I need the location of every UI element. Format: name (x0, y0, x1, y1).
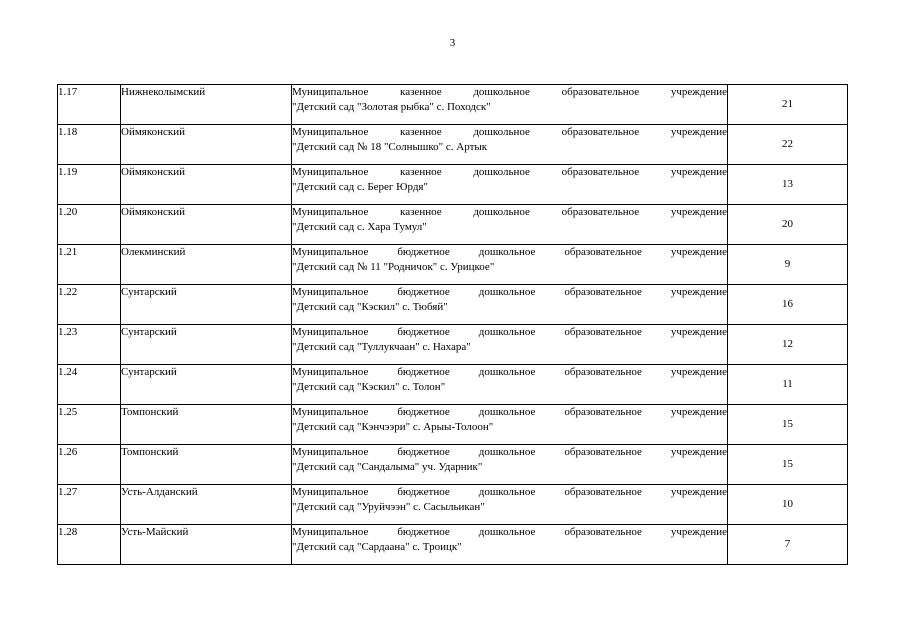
row-number-cell: 1.17 (58, 85, 121, 125)
institution-name-cell (292, 325, 728, 365)
institution-title: "Детский сад "Сандалыма" уч. Ударник" (292, 461, 483, 473)
institution-title: "Детский сад с. Берег Юрдя" (292, 181, 428, 193)
institution-name-cell (292, 85, 728, 125)
row-number-cell: 1.21 (58, 245, 121, 285)
district-cell: Оймяконский (121, 165, 292, 205)
institution-name-cell (292, 525, 728, 565)
table-row (58, 125, 848, 165)
institution-name-cell (292, 285, 728, 325)
district-cell: Усть-Майский (121, 525, 292, 565)
district-cell: Олекминский (121, 245, 292, 285)
institution-title: "Детский сад "Кэскил" с. Толон" (292, 381, 446, 393)
institution-type: Муниципальное бюджетное дошкольное образовательное учреждение (292, 286, 727, 298)
institution-name-cell (292, 125, 728, 165)
count-cell: 16 (728, 285, 848, 325)
institution-name-cell (292, 205, 728, 245)
row-number-cell: 1.24 (58, 365, 121, 405)
count-cell: 11 (728, 365, 848, 405)
institution-name-cell (292, 405, 728, 445)
institution-type: Муниципальное бюджетное дошкольное образовательное учреждение (292, 246, 727, 258)
row-number-cell: 1.19 (58, 165, 121, 205)
institution-name-cell (292, 485, 728, 525)
institution-title: "Детский сад "Сардаана" с. Троицк" (292, 541, 462, 553)
table-row (58, 365, 848, 405)
count-cell: 12 (728, 325, 848, 365)
table-row (58, 325, 848, 365)
district-cell: Сунтарский (121, 365, 292, 405)
page-number: 3 (449, 37, 456, 49)
institution-title: "Детский сад № 11 "Родничок" с. Урицкое" (292, 261, 495, 273)
table-row (58, 445, 848, 485)
institution-title: "Детский сад с. Хара Тумул" (292, 221, 427, 233)
institution-title: "Детский сад "Кэскил" с. Тюбяй" (292, 301, 448, 313)
district-cell: Сунтарский (121, 285, 292, 325)
district-cell: Оймяконский (121, 205, 292, 245)
table-row (58, 485, 848, 525)
table-row (58, 525, 848, 565)
row-number-cell: 1.18 (58, 125, 121, 165)
institution-name-cell (292, 245, 728, 285)
count-cell: 15 (728, 405, 848, 445)
district-cell: Оймяконский (121, 125, 292, 165)
institution-type: Муниципальное бюджетное дошкольное образовательное учреждение (292, 446, 727, 458)
institution-type: Муниципальное казенное дошкольное образовательное учреждение (292, 86, 727, 98)
institution-title: "Детский сад "Туллукчаан" с. Нахара" (292, 341, 471, 353)
count-cell: 21 (728, 85, 848, 125)
table-row (58, 245, 848, 285)
institution-name-cell (292, 445, 728, 485)
institution-name-cell (292, 165, 728, 205)
count-cell: 7 (728, 525, 848, 565)
row-number-cell: 1.23 (58, 325, 121, 365)
count-cell: 13 (728, 165, 848, 205)
count-cell: 22 (728, 125, 848, 165)
table-row (58, 165, 848, 205)
count-cell: 10 (728, 485, 848, 525)
institution-type: Муниципальное бюджетное дошкольное образовательное учреждение (292, 486, 727, 498)
table-row (58, 405, 848, 445)
district-cell: Сунтарский (121, 325, 292, 365)
institution-name-cell (292, 365, 728, 405)
institution-type: Муниципальное казенное дошкольное образовательное учреждение (292, 166, 727, 178)
institution-title: "Детский сад "Кэнчээри" с. Арыы-Толоон" (292, 421, 494, 433)
institution-type: Муниципальное бюджетное дошкольное образовательное учреждение (292, 326, 727, 338)
institution-type: Муниципальное казенное дошкольное образовательное учреждение (292, 126, 727, 138)
row-number-cell: 1.26 (58, 445, 121, 485)
count-cell: 20 (728, 205, 848, 245)
institution-type: Муниципальное бюджетное дошкольное образовательное учреждение (292, 526, 727, 538)
row-number-cell: 1.27 (58, 485, 121, 525)
row-number-cell: 1.22 (58, 285, 121, 325)
institution-type: Муниципальное бюджетное дошкольное образовательное учреждение (292, 366, 727, 378)
table-row (58, 205, 848, 245)
institution-type: Муниципальное бюджетное дошкольное образовательное учреждение (292, 406, 727, 418)
table-row (58, 285, 848, 325)
institutions-table (57, 84, 848, 565)
row-number-cell: 1.28 (58, 525, 121, 565)
row-number-cell: 1.20 (58, 205, 121, 245)
institution-type: Муниципальное казенное дошкольное образовательное учреждение (292, 206, 727, 218)
row-number-cell: 1.25 (58, 405, 121, 445)
institution-title: "Детский сад "Золотая рыбка" с. Походск" (292, 101, 491, 113)
table-body (58, 85, 848, 565)
district-cell: Нижнеколымский (121, 85, 292, 125)
table-row (58, 85, 848, 125)
count-cell: 15 (728, 445, 848, 485)
district-cell: Томпонский (121, 445, 292, 485)
count-cell: 9 (728, 245, 848, 285)
district-cell: Томпонский (121, 405, 292, 445)
district-cell: Усть-Алданский (121, 485, 292, 525)
institution-title: "Детский сад № 18 "Солнышко" с. Артык (292, 141, 488, 153)
institution-title: "Детский сад "Уруйчээн" с. Сасыльикан" (292, 501, 485, 513)
